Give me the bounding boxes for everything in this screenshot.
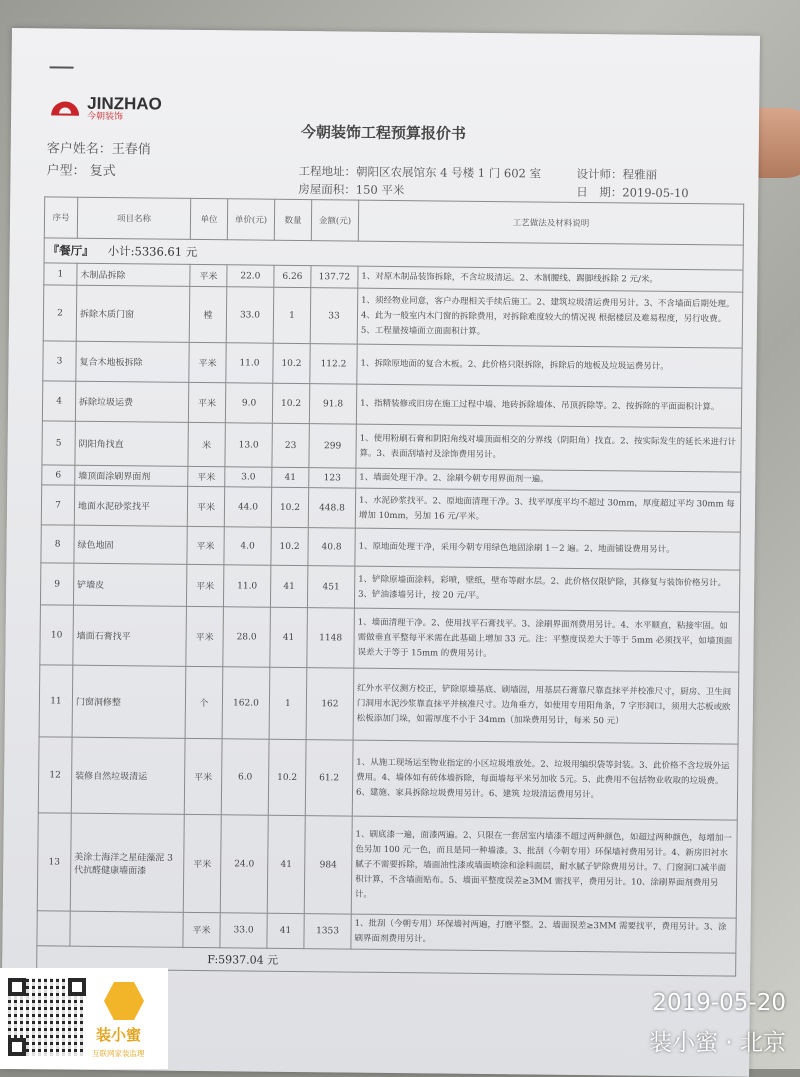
row-unit: 平米	[186, 606, 224, 666]
logo-cn: 今朝装饰	[87, 111, 124, 123]
row-price: 24.0	[220, 815, 268, 913]
row-price: 9.0	[225, 383, 272, 423]
row-desc: 1、墙面处理干净。2、涂刷今朝专用界面剂一遍。	[356, 468, 741, 492]
row-price: 22.0	[227, 265, 274, 287]
row-unit: 平米	[183, 814, 221, 912]
row-price: 3.0	[225, 467, 272, 487]
row-desc: 1、指精装修或旧房在施工过程中墙、地砖拆除墙体、吊顶拆除等。2、按拆除的平面面积计算。	[356, 384, 741, 428]
watermark-badge	[0, 968, 168, 1069]
designer: 设计师：程雅丽	[576, 166, 658, 182]
row-name: 墙顶面涂刷界面剂	[75, 465, 188, 486]
unit-type: 户型： 复式	[46, 163, 116, 180]
row-name: 复合木地板拆除	[76, 341, 189, 382]
row-amount: 299	[309, 424, 356, 468]
row-amount: 91.8	[309, 384, 356, 424]
row-price: 4.0	[224, 527, 271, 565]
col-desc: 工艺做法及材料说明	[358, 200, 743, 245]
row-no: 11	[39, 665, 73, 737]
table-row	[43, 285, 743, 348]
row-no: 9	[40, 563, 73, 605]
row-name: 阴阳角找直	[75, 421, 188, 466]
row-no: 13	[37, 813, 71, 911]
row-no: 7	[41, 485, 74, 525]
row-no	[37, 911, 70, 946]
quotation-sheet	[1, 28, 760, 1077]
row-desc: 1、墙面清理干净。2、使用找平石膏找平。3、涂刷界面剂费用另计。4、水平顺直，粘接牢固。如需做垂直平整每平米需在此基础上增加 33 元。注：平整度误差大于等于 5mm 必须找平，如墙顶面误差大于等于 15mm 的费用另计。	[354, 608, 740, 672]
row-amount: 1353	[304, 914, 351, 949]
row-no: 3	[43, 341, 76, 381]
col-price: 单价(元)	[227, 199, 274, 240]
top-dash	[50, 66, 74, 68]
col-no: 序号	[44, 197, 77, 238]
row-name: 装修自然垃圾清运	[71, 737, 185, 814]
row-name	[70, 911, 183, 947]
row-desc: 1、批刮（今朝专用）环保墙衬两遍，打磨平整。2、墙面误差≥3MM 需要找平，费用另计。3、涂刷界面剂费用另计。	[351, 914, 736, 953]
row-desc: 1、刷底漆一遍，面漆两遍。2、只限在一套居室内墙漆不超过两种颜色，如超过两种颜色，每增加一色另加 100 元一色，而且是同一种墙漆。3、批刮（今朝专用）环保墙衬费用另计。4、新房旧衬水腻子不需要拆除，墙面油性漆或墙面喷涂和涂料面层，耐水腻子铲除费用另计。7、门窗洞口减半面积计算，不含墙面贴布。5、墙面平整度误差≥3MM 需找平，费用另计。10、涂刷界面剂费用另计。	[351, 816, 737, 918]
row-unit: 个	[185, 666, 223, 738]
row-qty: 10.2	[271, 487, 308, 527]
row-desc: 1、水泥砂浆找平。2、原地面清理干净。3、找平厚度平均不超过 30mm，厚度超过平均 30mm 每增加 10mm，另加 16 元/平米。	[355, 488, 740, 532]
logo-en: JINZHAO	[87, 93, 162, 114]
row-amount: 61.2	[305, 740, 353, 816]
row-unit: 米	[188, 422, 225, 466]
row-price: 33.0	[226, 287, 274, 343]
row-name: 门窗洞修整	[72, 665, 186, 738]
row-desc: 1、须经物业同意，客户办理相关手续后施工。2、建筑垃圾清运费用另计。3、不含墙面后期处理。4、此为一般室内木门窗的拆除费用，对拆除难度较大的情况视 根据楼层及难易程度，另行收费。5、工程量按墙面立面面积计算。	[357, 288, 743, 348]
row-price: 28.0	[223, 607, 271, 667]
row-no: 5	[42, 421, 75, 465]
row-name: 墙面石膏找平	[73, 605, 187, 666]
qr-code-icon	[8, 978, 86, 1056]
row-unit: 平米	[184, 738, 222, 814]
section-subtotal: 小计:5336.61 元	[107, 244, 198, 259]
quotation-table	[36, 196, 744, 976]
row-amount: 1148	[307, 608, 355, 668]
document-title: 今朝装饰工程预算报价书	[300, 123, 467, 143]
watermark-brand: 装小蜜	[96, 1026, 142, 1044]
photo-date: 2019-05-20	[652, 990, 786, 1016]
row-name: 木制品拆除	[77, 263, 190, 286]
logo-mark-icon	[51, 97, 81, 119]
row-qty: 10.2	[273, 343, 310, 383]
row-amount: 448.8	[308, 488, 355, 528]
row-name: 美涂士海洋之星硅藻泥 3 代抗醛健康墙面漆	[70, 813, 184, 912]
row-no: 10	[40, 605, 74, 665]
col-amount: 金额(元)	[311, 200, 358, 241]
row-qty: 1	[273, 287, 311, 343]
row-qty: 41	[267, 913, 304, 948]
row-unit: 平米	[189, 342, 226, 382]
row-amount: 162	[306, 668, 354, 740]
row-amount: 984	[304, 816, 352, 914]
row-unit: 平米	[188, 382, 225, 422]
row-no: 1	[44, 263, 77, 285]
row-desc: 1、铲除原墙面涂料，彩喷，壁纸，壁布等耐水层。2、此价格仅限铲除，其修复与装饰价格另计。3、铲油漆墙另计，按 20 元/平。	[354, 566, 739, 612]
row-qty: 1	[269, 667, 307, 739]
row-amount: 112.2	[310, 344, 357, 384]
row-unit: 平米	[187, 526, 224, 564]
table-row	[40, 605, 740, 672]
row-qty: 41	[272, 467, 309, 487]
row-price: 33.0	[220, 913, 267, 948]
row-price: 44.0	[224, 487, 271, 527]
row-qty: 6.26	[274, 265, 311, 287]
row-unit: 樘	[189, 286, 227, 342]
row-name: 拆除垃圾运费	[75, 381, 188, 422]
project-address: 工程地址：朝阳区农展馆东 4 号楼 1 门 602 室	[298, 164, 542, 181]
row-qty: 10.2	[272, 383, 309, 423]
row-desc: 红外水平仪测方校正，铲除原墙基底、刷墙固，用基层石膏靠尺靠直抹平并校准尺寸，厨房、卫生间门洞用水泥沙浆靠直抹平并核准尺寸。边角垂方，如使用专用阳角条，7 字形洞口，须用大芯板或欧松板添加门垛，如需厚度不小于 34mm（加垛费用另计，每米 50 元）	[353, 668, 739, 744]
row-no: 4	[42, 381, 75, 421]
next-subtotal: F:5937.04 元	[37, 946, 736, 976]
row-desc: 1、使用粉刷石膏和阴阳角线对墙顶面相交的分界线（阴阳角）找直。2、按实际发生的延长米进行计算。3、表面刮墙衬及涂饰费用另计。	[356, 424, 741, 472]
table-row	[42, 421, 741, 472]
row-no: 8	[41, 525, 74, 563]
row-unit: 平米	[188, 466, 225, 486]
row-desc: 1、对原木制品装饰拆除，不含垃圾清运。2、木制腰线、踢脚线拆除 2 元/米。	[358, 266, 743, 292]
row-qty: 41	[267, 815, 305, 913]
row-amount: 33	[310, 288, 358, 344]
row-amount: 123	[309, 468, 356, 488]
row-qty: 10.2	[268, 739, 306, 815]
row-amount: 451	[307, 566, 354, 608]
row-qty: 10.2	[271, 527, 308, 565]
row-price: 11.0	[223, 565, 270, 607]
customer-name: 客户姓名：王春俏	[46, 141, 151, 158]
watermark-brand-sub: 互联网家装监理	[92, 1049, 145, 1058]
col-qty: 数量	[274, 199, 311, 240]
row-no: 6	[42, 465, 75, 485]
row-unit: 平米	[186, 564, 223, 606]
row-name: 地面水泥砂浆找平	[74, 485, 187, 526]
row-desc: 1、拆除原地面的复合木板。2、此价格只限拆除，拆除后的地板及垃圾运费另计。	[357, 344, 742, 388]
row-amount: 40.8	[308, 528, 355, 566]
row-qty: 41	[270, 607, 308, 667]
table-row	[39, 665, 739, 744]
row-unit: 平米	[190, 264, 227, 286]
row-qty: 41	[270, 565, 307, 607]
col-name: 项目名称	[77, 197, 190, 239]
row-unit: 平米	[187, 486, 224, 526]
table-row	[38, 737, 738, 820]
table-row	[37, 813, 737, 918]
row-price: 6.0	[221, 739, 269, 815]
quote-date: 日 期：2019-05-10	[576, 184, 689, 201]
row-name: 铲墙皮	[73, 563, 186, 606]
row-qty: 23	[272, 423, 309, 467]
row-price: 162.0	[222, 667, 270, 739]
bee-logo-icon	[104, 982, 144, 1020]
row-desc: 1、原地面处理干净，采用今朝专用绿色地固涂刷 1－2 遍。2、地面铺设费用另计。	[355, 528, 740, 570]
row-price: 13.0	[225, 423, 272, 467]
col-unit: 单位	[190, 198, 227, 239]
row-name: 拆除木质门窗	[76, 285, 190, 342]
row-desc: 1、从施工现场运至物业指定的小区垃圾堆放处。2、垃圾用编织袋等封装。3、此价格不含垃圾外运费用。4、墙体如有砖体墙拆除，每面墙每平米另加收 5元。5、此费用不包括物业收取的垃圾费。6、建施、家具拆除垃圾费用另计。6、建筑 垃圾清运费用另计。	[352, 740, 738, 820]
company-logo	[51, 94, 162, 122]
row-name: 绿色地固	[74, 525, 187, 564]
house-area: 房屋面积：150 平米	[298, 182, 405, 198]
row-amount: 137.72	[311, 266, 358, 288]
table-header-row	[44, 197, 743, 245]
section-name: 『餐厅』	[47, 243, 94, 258]
row-no: 2	[43, 285, 77, 341]
table-row	[40, 563, 739, 612]
photo-location: 装小蜜 · 北京	[649, 1030, 786, 1056]
row-price: 11.0	[226, 343, 273, 383]
row-no: 12	[38, 737, 72, 813]
row-unit: 平米	[183, 912, 220, 947]
